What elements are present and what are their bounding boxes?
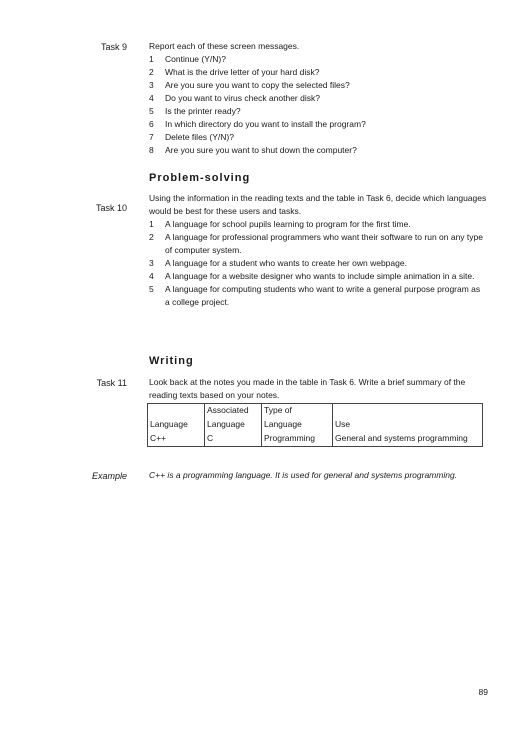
task11-instruction: Look back at the notes you made in the table in Task 6. Write a brief summary of the reading texts based on your notes. [149,377,466,400]
list-item-number: 5 [149,284,154,294]
task9-instruction: Report each of these screen messages. [149,41,300,51]
list-item-number: 1 [149,219,154,229]
task9-list [149,53,489,157]
table-cell [333,404,483,419]
page-number: 89 [478,687,488,697]
list-item [149,66,489,79]
list-item [149,131,489,144]
example-text: C++ is a programming language. It is used for general and systems programming. [149,470,458,480]
list-item-number: 4 [149,93,154,103]
table-cell: C++ [148,432,205,447]
list-item [149,270,487,283]
list-item-text: Do you want to virus check another disk? [165,93,320,103]
list-item-number: 6 [149,119,154,129]
task10-label: Task 10 [95,203,127,213]
table-header-row-bottom [148,418,483,432]
table-header-row-top [148,404,483,419]
task10-list [149,218,487,309]
task9-label: Task 9 [100,42,127,52]
list-item-number: 4 [149,271,154,281]
list-item-number: 2 [149,67,154,77]
list-item [149,144,489,157]
list-item-number: 5 [149,106,154,116]
list-item-text: A language for computing students who want to write a general purpose program as a college project. [165,284,481,307]
list-item [149,79,489,92]
list-item-text: A language for a student who wants to create her own webpage. [165,258,407,268]
list-item-number: 8 [149,145,154,155]
list-item-number: 2 [149,232,154,242]
table-header-cell: Language [205,418,262,432]
list-item-text: Are you sure you want to copy the selected files? [165,80,350,90]
list-item [149,92,489,105]
list-item [149,118,489,131]
table-header-cell: Use [333,418,483,432]
table-row [148,432,483,447]
list-item-text: A language for professional programmers who want their software to run on any type of computer system. [165,232,483,255]
list-item-text: What is the drive letter of your hard disk? [165,67,320,77]
task11-label: Task 11 [96,378,127,388]
list-item-number: 3 [149,258,154,268]
list-item [149,231,487,257]
list-item [149,53,489,66]
task9-section [149,40,489,157]
table-header-cell: Language [262,418,333,432]
task10-section [149,192,487,309]
table-cell: C [205,432,262,447]
table-header-cell: Language [148,418,205,432]
table-cell [148,404,205,419]
writing-heading: Writing [149,355,194,367]
example-label: Example [91,471,127,481]
list-item-text: Is the printer ready? [165,106,241,116]
list-item-number: 7 [149,132,154,142]
summary-table [147,403,483,447]
list-item-text: A language for a website designer who wants to include simple animation in a site. [165,271,475,281]
table-cell: General and systems programming [333,432,483,447]
list-item-text: A language for school pupils learning to program for the first time. [165,219,411,229]
list-item [149,257,487,270]
list-item [149,105,489,118]
table-cell: Type of [262,404,333,419]
list-item-text: Delete files (Y/N)? [165,132,234,142]
task10-instruction: Using the information in the reading texts and the table in Task 6, decide which languages would be best for these users and tasks. [149,193,487,216]
table-cell: Associated [205,404,262,419]
table-cell: Programming [262,432,333,447]
problem-solving-heading: Problem-solving [149,172,251,184]
list-item-text: Continue (Y/N)? [165,54,226,64]
list-item-number: 3 [149,80,154,90]
list-item [149,283,487,309]
list-item-text: Are you sure you want to shut down the computer? [165,145,357,155]
list-item-number: 1 [149,54,154,64]
list-item [149,218,487,231]
list-item-text: In which directory do you want to install the program? [165,119,366,129]
